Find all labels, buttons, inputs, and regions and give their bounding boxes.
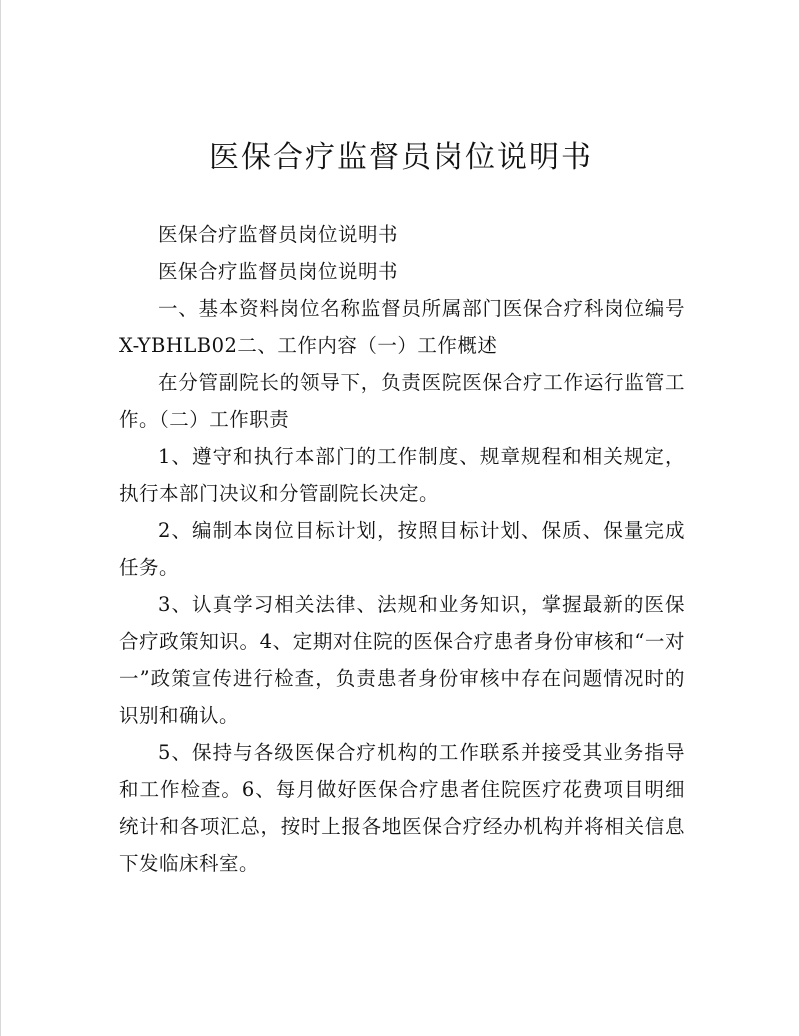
paragraph-1: 医保合疗监督员岗位说明书 — [158, 223, 399, 246]
paragraph-5: 1、遵守和执行本部门的工作制度、规章规程和相关规定，执行本部门决议和分管副院长决定。 — [119, 445, 685, 505]
document-title: 医保合疗监督员岗位说明书 — [209, 140, 593, 175]
paragraph-4: 在分管副院长的领导下，负责医院医保合疗工作运行监管工作。（二）工作职责 — [119, 371, 685, 431]
paragraph-3: 一、基本资料岗位名称监督员所属部门医保合疗科岗位编号X-YBHLB02二、工作内容（一）工作概述 — [119, 297, 685, 357]
paragraph-2: 医保合疗监督员岗位说明书 — [158, 260, 399, 283]
paragraph-6: 2、编制本岗位目标计划，按照目标计划、保质、保量完成任务。 — [119, 519, 685, 579]
paragraph-8: 5、保持与各级医保合疗机构的工作联系并接受其业务指导和工作检查。6、每月做好医保合疗患者住院医疗花费项目明细统计和各项汇总，按时上报各地医保合疗经办机构并将相关信息下发临床科室。 — [119, 741, 685, 875]
document-body — [119, 216, 685, 882]
paragraph-7: 3、认真学习相关法律、法规和业务知识，掌握最新的医保合疗政策知识。4、定期对住院的医保合疗患者身份审核和“一对一”政策宣传进行检查，负责患者身份审核中存在问题情况时的识别和确认。 — [119, 593, 685, 727]
